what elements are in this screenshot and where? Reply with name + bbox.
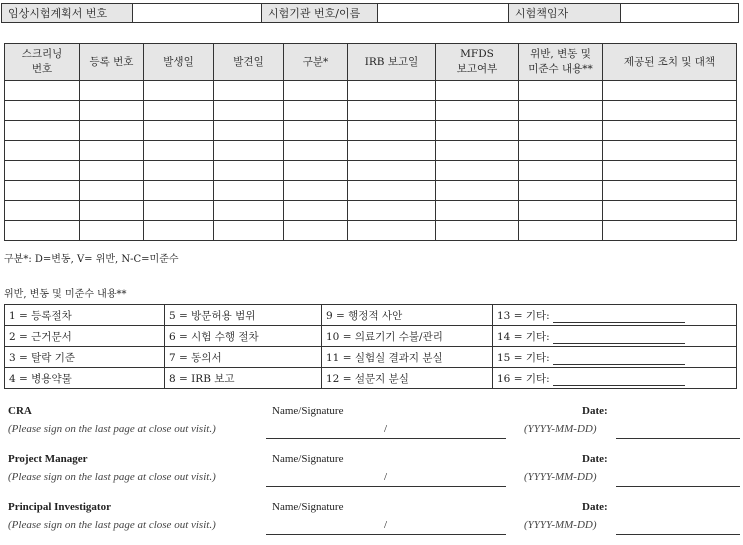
code-text: 12 = 설문지 분실 [326, 372, 409, 385]
other-write-line[interactable] [553, 354, 685, 365]
table-cell[interactable] [519, 121, 603, 141]
table-cell[interactable] [144, 101, 214, 121]
table-cell[interactable] [348, 81, 436, 101]
table-cell[interactable] [284, 221, 348, 241]
other-write-line[interactable] [553, 333, 685, 344]
table-cell[interactable] [348, 181, 436, 201]
table-cell[interactable] [284, 141, 348, 161]
code-text: 9 = 행정적 사안 [326, 309, 403, 322]
column-header-text: 미준수 내용** [528, 63, 593, 75]
table-cell[interactable] [348, 201, 436, 221]
table-cell[interactable] [519, 81, 603, 101]
column-header [214, 44, 284, 81]
table-cell[interactable] [348, 141, 436, 161]
site-field[interactable] [378, 4, 509, 23]
table-cell[interactable] [5, 121, 80, 141]
table-cell[interactable] [214, 81, 284, 101]
column-header [144, 44, 214, 81]
column-header-text: IRB 보고일 [364, 55, 419, 68]
table-cell[interactable] [348, 221, 436, 241]
name-signature-label: Name/Signature [272, 405, 344, 417]
table-cell[interactable] [603, 81, 737, 101]
table-cell[interactable] [284, 181, 348, 201]
code-cell [322, 368, 493, 389]
table-cell[interactable] [519, 221, 603, 241]
table-cell[interactable] [603, 221, 737, 241]
name-signature-separator: / [384, 423, 388, 435]
table-cell[interactable] [603, 141, 737, 161]
code-cell[interactable] [493, 347, 737, 368]
column-header-text: 스크리닝 [21, 48, 63, 60]
column-header-text: MFDS [460, 48, 494, 60]
other-write-line[interactable] [553, 375, 685, 386]
code-row [5, 368, 737, 389]
table-cell[interactable] [80, 221, 144, 241]
code-text: 7 = 동의서 [169, 351, 222, 364]
name-signature-label: Name/Signature [272, 501, 344, 513]
column-header [348, 44, 436, 81]
column-header [80, 44, 144, 81]
column-header-text: 제공된 조치 및 대책 [623, 55, 716, 68]
column-header [284, 44, 348, 81]
name-signature-separator: / [384, 519, 388, 531]
column-header-text: 구분* [302, 55, 329, 68]
date-line[interactable] [616, 534, 740, 535]
table-cell[interactable] [214, 101, 284, 121]
signature-block [0, 405, 743, 449]
protocol-number-label: 임상시험계획서 번호 [2, 4, 133, 23]
other-write-line[interactable] [553, 312, 685, 323]
table-cell[interactable] [436, 221, 519, 241]
table-cell[interactable] [80, 141, 144, 161]
table-cell[interactable] [348, 101, 436, 121]
date-line[interactable] [616, 438, 740, 439]
table-cell[interactable] [5, 141, 80, 161]
signature-instruction: (Please sign on the last page at close out visit.) [8, 519, 216, 531]
date-format: (YYYY-MM-DD) [524, 471, 597, 483]
table-cell[interactable] [144, 181, 214, 201]
table-cell[interactable] [214, 141, 284, 161]
code-cell [322, 326, 493, 347]
table-cell[interactable] [5, 201, 80, 221]
table-cell[interactable] [436, 181, 519, 201]
site-label: 시험기관 번호/이름 [262, 4, 378, 23]
table-row [5, 81, 737, 101]
table-cell[interactable] [214, 161, 284, 181]
table-row [5, 201, 737, 221]
table-cell[interactable] [144, 141, 214, 161]
table-cell[interactable] [80, 161, 144, 181]
pi-field[interactable] [621, 4, 739, 23]
table-cell[interactable] [436, 141, 519, 161]
code-text: 13 = 기타: [497, 309, 550, 322]
date-format: (YYYY-MM-DD) [524, 519, 597, 531]
table-cell[interactable] [519, 201, 603, 221]
code-text: 14 = 기타: [497, 330, 550, 343]
code-text: 1 = 등록절차 [9, 309, 72, 322]
table-cell[interactable] [214, 121, 284, 141]
table-row [5, 161, 737, 181]
code-cell [165, 368, 322, 389]
name-signature-label: Name/Signature [272, 453, 344, 465]
table-cell[interactable] [144, 121, 214, 141]
column-header [5, 44, 80, 81]
code-text: 15 = 기타: [497, 351, 550, 364]
name-signature-line[interactable] [266, 438, 506, 439]
table-row [5, 141, 737, 161]
table-cell[interactable] [5, 221, 80, 241]
code-cell [5, 347, 165, 368]
signature-instruction: (Please sign on the last page at close out visit.) [8, 423, 216, 435]
table-cell[interactable] [519, 101, 603, 121]
signature-instruction: (Please sign on the last page at close out visit.) [8, 471, 216, 483]
table-cell[interactable] [284, 81, 348, 101]
code-text: 2 = 근거문서 [9, 330, 72, 343]
table-cell[interactable] [144, 221, 214, 241]
table-row [5, 221, 737, 241]
type-legend: 구분*: D=변동, V= 위반, N-C=미준수 [4, 254, 179, 265]
date-format: (YYYY-MM-DD) [524, 423, 597, 435]
table-cell[interactable] [284, 201, 348, 221]
table-cell[interactable] [5, 101, 80, 121]
table-cell[interactable] [5, 81, 80, 101]
code-cell[interactable] [493, 326, 737, 347]
code-cell [322, 305, 493, 326]
table-cell[interactable] [519, 181, 603, 201]
table-cell[interactable] [519, 161, 603, 181]
table-cell[interactable] [603, 121, 737, 141]
table-cell[interactable] [519, 141, 603, 161]
date-line[interactable] [616, 486, 740, 487]
code-text: 10 = 의료기기 수불/관리 [326, 330, 443, 343]
table-cell[interactable] [80, 121, 144, 141]
signature-role: Principal Investigator [8, 501, 111, 513]
table-row [5, 101, 737, 121]
code-cell [165, 305, 322, 326]
date-label: Date: [582, 405, 608, 417]
table-cell[interactable] [284, 161, 348, 181]
date-label: Date: [582, 453, 608, 465]
signature-role: CRA [8, 405, 32, 417]
code-table [4, 304, 737, 389]
code-text: 6 = 시험 수행 절차 [169, 330, 259, 343]
signature-block [0, 453, 743, 497]
column-header-text: 위반, 변동 및 [530, 48, 591, 60]
name-signature-line[interactable] [266, 534, 506, 535]
code-cell [5, 326, 165, 347]
table-cell[interactable] [436, 101, 519, 121]
table-cell[interactable] [80, 201, 144, 221]
column-header [519, 44, 603, 81]
header-table [1, 3, 739, 23]
table-cell[interactable] [603, 201, 737, 221]
code-cell[interactable] [493, 368, 737, 389]
table-cell[interactable] [214, 201, 284, 221]
table-cell[interactable] [5, 181, 80, 201]
code-text: 11 = 실험실 결과지 분실 [326, 351, 443, 364]
code-text: 3 = 탈락 기준 [9, 351, 76, 364]
content-legend-title: 위반, 변동 및 미준수 내용** [4, 289, 127, 300]
table-cell[interactable] [5, 161, 80, 181]
code-cell [5, 368, 165, 389]
code-text: 4 = 병용약물 [9, 372, 72, 385]
name-signature-line[interactable] [266, 486, 506, 487]
column-header-text: 보고여부 [456, 63, 498, 75]
code-cell [5, 305, 165, 326]
signature-role: Project Manager [8, 453, 88, 465]
column-header-text: 번호 [31, 63, 53, 75]
column-header [603, 44, 737, 81]
name-signature-separator: / [384, 471, 388, 483]
code-row [5, 305, 737, 326]
signature-block [0, 501, 743, 545]
table-cell[interactable] [603, 161, 737, 181]
table-cell[interactable] [436, 161, 519, 181]
code-cell[interactable] [493, 305, 737, 326]
column-header [436, 44, 519, 81]
code-row [5, 326, 737, 347]
table-cell[interactable] [284, 101, 348, 121]
table-cell[interactable] [603, 101, 737, 121]
column-header-text: 발견일 [233, 55, 264, 68]
table-cell[interactable] [348, 121, 436, 141]
protocol-number-field[interactable] [133, 4, 262, 23]
table-cell[interactable] [144, 81, 214, 101]
table-cell[interactable] [144, 161, 214, 181]
code-text: 5 = 방문허용 범위 [169, 309, 256, 322]
table-cell[interactable] [80, 181, 144, 201]
table-cell[interactable] [603, 181, 737, 201]
date-label: Date: [582, 501, 608, 513]
code-cell [165, 326, 322, 347]
table-row [5, 181, 737, 201]
pi-label: 시험책임자 [509, 4, 621, 23]
table-cell[interactable] [214, 181, 284, 201]
table-cell[interactable] [80, 101, 144, 121]
table-cell[interactable] [284, 121, 348, 141]
table-row [5, 121, 737, 141]
deviation-log-table [4, 43, 737, 241]
code-row [5, 347, 737, 368]
table-cell[interactable] [436, 81, 519, 101]
column-header-text: 발생일 [163, 55, 194, 68]
code-cell [165, 347, 322, 368]
table-cell[interactable] [214, 221, 284, 241]
code-cell [322, 347, 493, 368]
table-cell[interactable] [348, 161, 436, 181]
table-cell[interactable] [144, 201, 214, 221]
table-cell[interactable] [80, 81, 144, 101]
code-text: 8 = IRB 보고 [169, 372, 235, 385]
column-header-text: 등록 번호 [89, 55, 134, 68]
table-cell[interactable] [436, 201, 519, 221]
table-cell[interactable] [436, 121, 519, 141]
code-text: 16 = 기타: [497, 372, 550, 385]
